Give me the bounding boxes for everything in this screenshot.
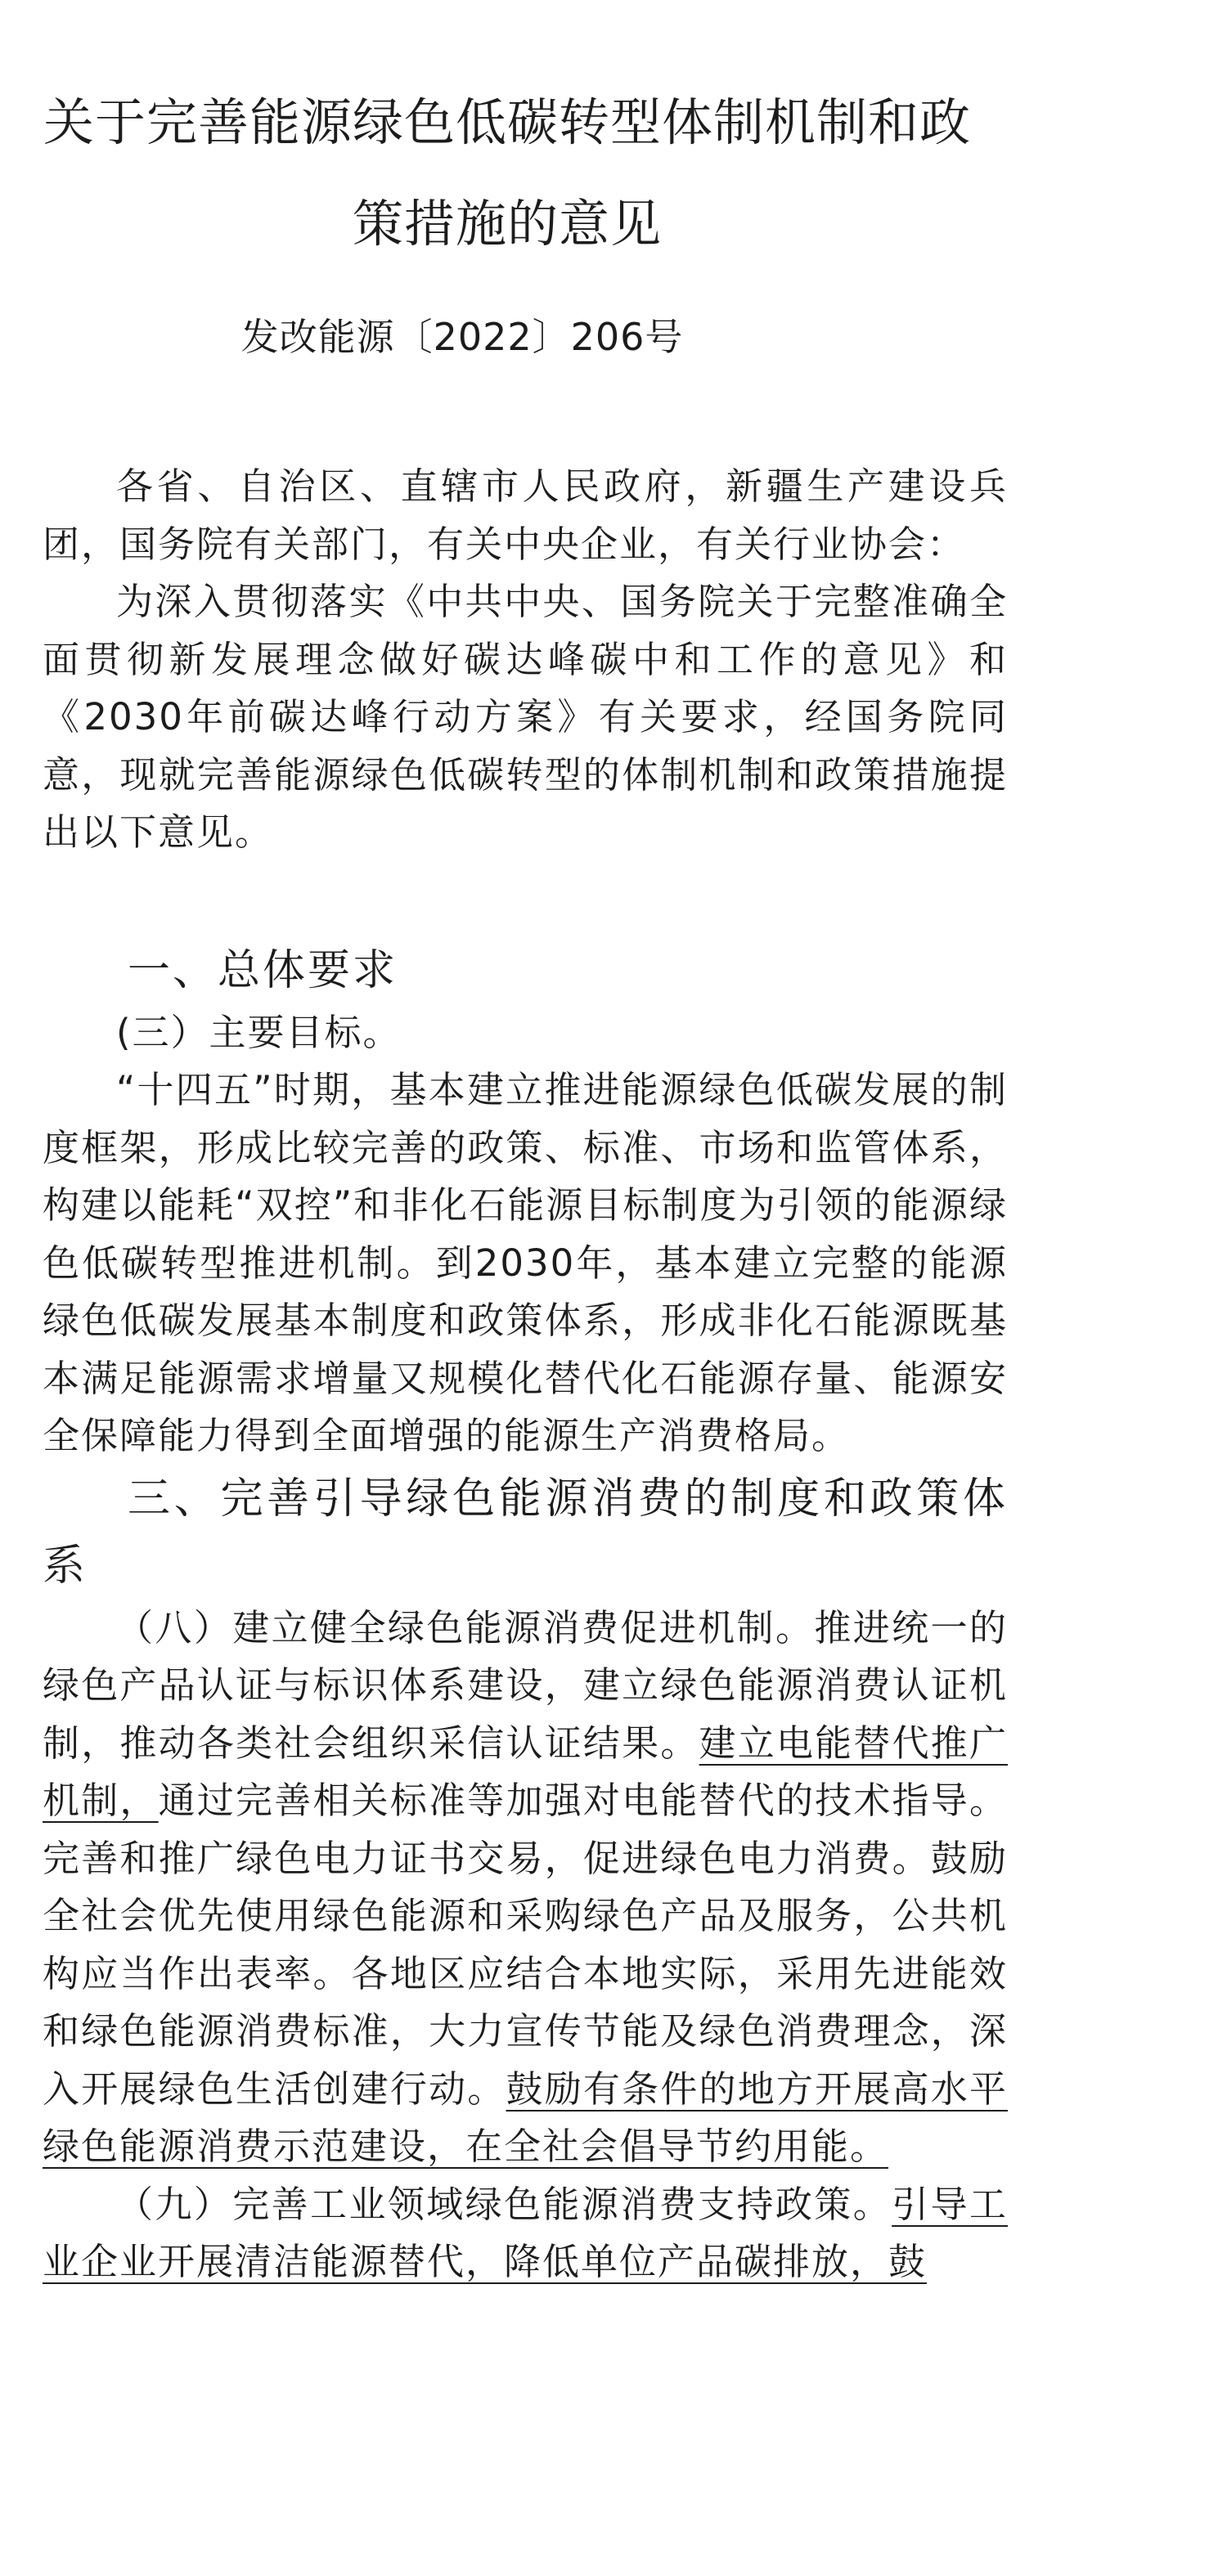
addressee-paragraph: 各省、自治区、直辖市人民政府，新疆生产建设兵团，国务院有关部门，有关中央企业，有关行业协会： [43, 464, 1008, 566]
subsection-heading-goals: (三）主要目标。 [116, 1010, 402, 1054]
item-9-underlined-1: 引导工业企业开展清洁能源替代，降低单位产品碳排放，鼓 [43, 2182, 1008, 2283]
item-8-text-2: 通过完善相关标准等加强对电能替代的技术指导。完善和推广绿色电力证书交易，促进绿色电力消费。鼓励全社会优先使用绿色能源和采购绿色产品及服务，公共机构应当作出表率。各地区应结合本地实际，采用先进能效和绿色能源消费标准，大力宣传节能及绿色消费理念，深入开展绿色生活创建行动。 [43, 1779, 1008, 2111]
item-8-text-1: （八）建立健全绿色能源消费促进机制。推进统一的绿色产品认证与标识体系建设，建立绿色能源消费认证机制，推动各类社会组织采信认证结果。 [43, 1605, 1008, 1765]
item-8-underlined-2: 鼓励有条件的地方开展高水平绿色能源消费示范建设，在全社会倡导节约用能。 [43, 2067, 1008, 2168]
goals-paragraph: “十四五”时期，基本建立推进能源绿色低碳发展的制度框架，形成比较完善的政策、标准、市场和监管体系，构建以能耗“双控”和非化石能源目标制度为引领的能源绿色低碳转型推进机制。到2030年，基本建立完整的能源绿色低碳发展基本制度和政策体系，形成非化石能源既基本满足能源需求增量又规模化替代化石能源存量、能源安全保障能力得到全面增强的能源生产消费格局。 [43, 1068, 1008, 1457]
intro-paragraph: 为深入贯彻落实《中共中央、国务院关于完整准确全面贯彻新发展理念做好碳达峰碳中和工作的意见》和《2030年前碳达峰行动方案》有关要求，经国务院同意，现就完善能源绿色低碳转型的体制机制和政策措施提出以下意见。 [43, 580, 1008, 854]
section-heading-general: 一、总体要求 [128, 945, 398, 995]
paragraph-gap [43, 862, 1008, 937]
item-9-paragraph [43, 2176, 1008, 2291]
document-title: 关于完善能源绿色低碳转型体制机制和政策措施的意见 [43, 92, 971, 254]
item-8-paragraph [43, 1600, 1008, 2176]
section-heading-green-consumption: 三、完善引导绿色能源消费的制度和政策体系 [43, 1474, 1008, 1591]
document-number: 发改能源〔2022〕206号 [240, 315, 684, 359]
item-8-underlined-1: 建立电能替代推广机制， [43, 1721, 1008, 1822]
document-body [43, 458, 1008, 2291]
item-9-text-1: （九）完善工业领域绿色能源消费支持政策。 [116, 2182, 892, 2226]
